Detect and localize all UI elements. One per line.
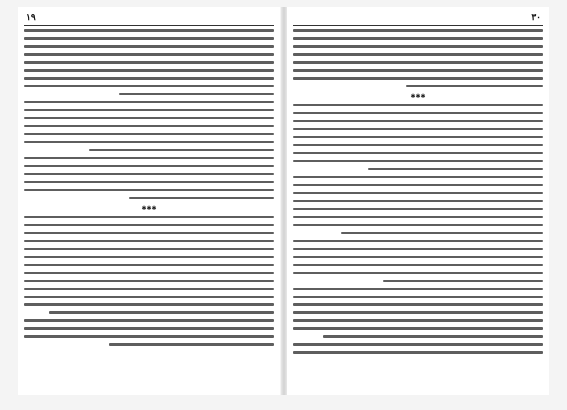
text-line bbox=[293, 224, 543, 227]
text-line bbox=[24, 101, 274, 104]
text-line bbox=[24, 232, 274, 235]
text-line bbox=[24, 189, 274, 192]
text-line bbox=[24, 85, 274, 88]
text-line bbox=[293, 319, 543, 322]
text-line bbox=[293, 208, 543, 211]
text-line bbox=[293, 240, 543, 243]
text-line bbox=[24, 264, 274, 267]
text-line bbox=[293, 69, 543, 72]
text-line bbox=[293, 45, 543, 48]
text-line bbox=[24, 61, 274, 64]
text-line bbox=[293, 128, 543, 131]
text-line bbox=[293, 112, 543, 115]
text-line bbox=[341, 232, 544, 235]
text-line bbox=[293, 343, 543, 346]
text-line bbox=[24, 224, 274, 227]
text-line bbox=[24, 296, 274, 299]
text-line bbox=[368, 168, 543, 171]
text-line bbox=[24, 181, 274, 184]
text-line bbox=[293, 160, 543, 163]
text-line bbox=[24, 173, 274, 176]
text-line bbox=[293, 152, 543, 155]
text-line bbox=[293, 120, 543, 123]
text-line bbox=[293, 53, 543, 56]
text-line bbox=[293, 272, 543, 275]
right-page-number: ۳۰ bbox=[531, 13, 541, 23]
text-line bbox=[293, 311, 543, 314]
text-line bbox=[293, 144, 543, 147]
text-line bbox=[24, 335, 274, 338]
text-line bbox=[24, 69, 274, 72]
right-page-text bbox=[293, 29, 543, 389]
text-line bbox=[24, 157, 274, 160]
text-line bbox=[24, 303, 274, 306]
text-line bbox=[293, 256, 543, 259]
text-line bbox=[293, 192, 543, 195]
section-divider-stars: ✱✱✱ bbox=[141, 204, 157, 212]
text-line bbox=[293, 264, 543, 267]
text-line bbox=[293, 303, 543, 306]
text-line bbox=[293, 184, 543, 187]
right-page bbox=[287, 7, 549, 395]
text-line bbox=[24, 248, 274, 251]
text-line bbox=[24, 319, 274, 322]
text-line bbox=[24, 272, 274, 275]
right-page-header bbox=[293, 13, 543, 26]
left-page-header bbox=[24, 13, 274, 26]
text-line bbox=[24, 117, 274, 120]
text-line bbox=[293, 104, 543, 107]
text-line bbox=[129, 197, 274, 200]
text-line bbox=[293, 176, 543, 179]
text-line bbox=[24, 280, 274, 283]
text-line bbox=[24, 240, 274, 243]
text-line bbox=[24, 29, 274, 32]
section-divider-stars: ✱✱✱ bbox=[410, 92, 426, 100]
text-line bbox=[24, 256, 274, 259]
text-line bbox=[24, 109, 274, 112]
text-line bbox=[293, 200, 543, 203]
text-line bbox=[24, 165, 274, 168]
text-line bbox=[293, 296, 543, 299]
text-line bbox=[24, 37, 274, 40]
text-line bbox=[24, 327, 274, 330]
text-line bbox=[89, 149, 274, 152]
text-line bbox=[383, 280, 543, 283]
text-line bbox=[24, 216, 274, 219]
left-page bbox=[18, 7, 280, 395]
text-line bbox=[323, 335, 543, 338]
text-line bbox=[293, 29, 543, 32]
text-line bbox=[24, 288, 274, 291]
left-page-text bbox=[24, 29, 274, 389]
text-line bbox=[293, 248, 543, 251]
text-line bbox=[293, 77, 543, 80]
text-line bbox=[24, 133, 274, 136]
text-line bbox=[24, 77, 274, 80]
text-line bbox=[293, 136, 543, 139]
text-line bbox=[293, 327, 543, 330]
text-line bbox=[293, 61, 543, 64]
text-line bbox=[119, 93, 274, 96]
text-line bbox=[24, 53, 274, 56]
text-line bbox=[293, 37, 543, 40]
text-line bbox=[24, 141, 274, 144]
text-line bbox=[49, 311, 274, 314]
text-line bbox=[293, 216, 543, 219]
text-line bbox=[293, 288, 543, 291]
text-line bbox=[24, 45, 274, 48]
text-line bbox=[109, 343, 274, 346]
text-line bbox=[406, 85, 544, 88]
text-line bbox=[24, 125, 274, 128]
left-page-number: ۱۹ bbox=[26, 13, 36, 23]
text-line bbox=[293, 351, 543, 354]
